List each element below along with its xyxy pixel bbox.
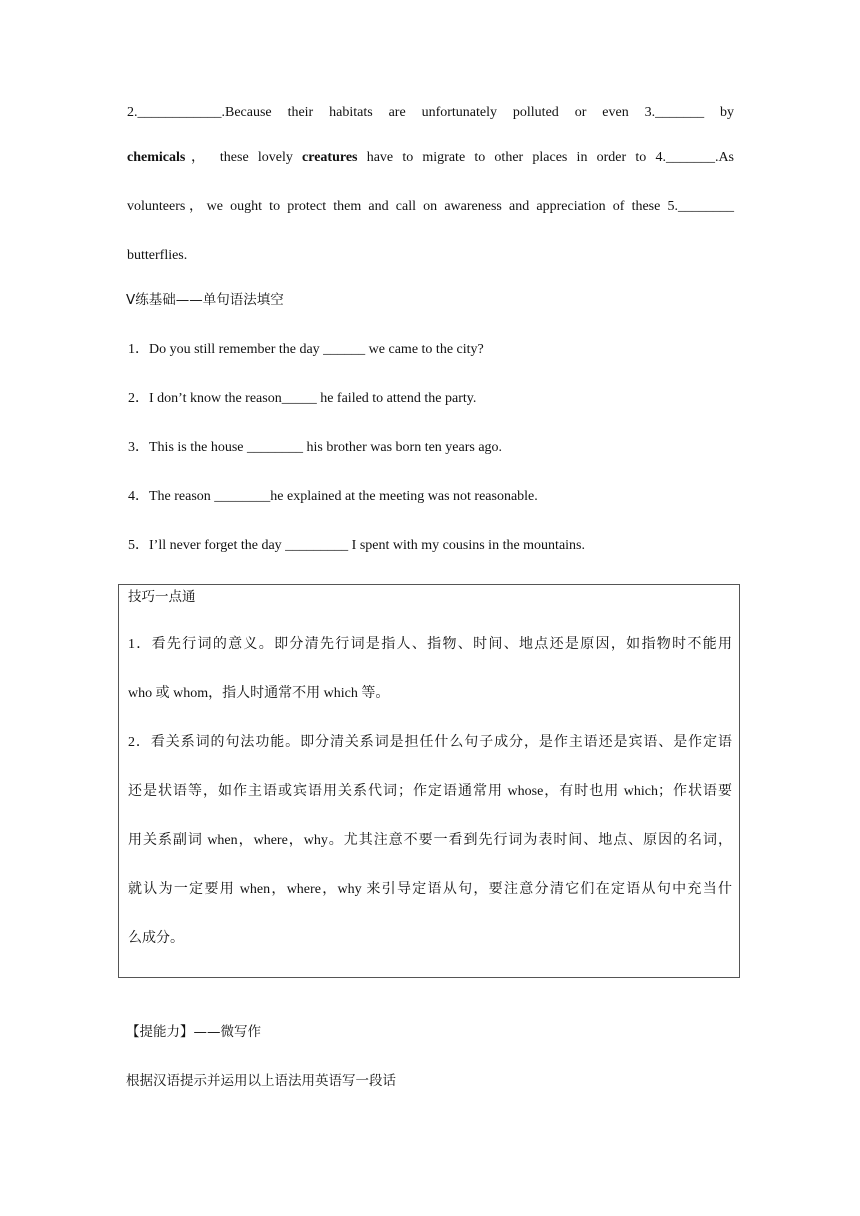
tips-line-2: who 或 whom，指人时通常不用 which 等。: [128, 686, 390, 701]
writing-instruction: 根据汉语提示并运用以上语法用英语写一段话: [126, 1073, 396, 1089]
exercise-item-1: 1．Do you still remember the day ______ we came to the city?: [128, 342, 484, 357]
tips-line-1: 1．看先行词的意义。即分清先行词是指人、指物、时间、地点还是原因，如指物时不能用: [128, 637, 732, 652]
tips-title: 技巧一点通: [128, 589, 196, 605]
tips-line-4: 还是状语等，如作主语或宾语用关系代词；作定语通常用 whose，有时也用 which；作状语要: [128, 784, 732, 799]
tips-box: [118, 584, 740, 978]
tips-line-7: 么成分。: [128, 931, 184, 946]
exercise-item-3: 3．This is the house ________ his brother was born ten years ago.: [128, 440, 503, 455]
passage-line-2: chemicals， these lovely creatures have to migrate to other places in order to 4._______.As: [127, 150, 734, 165]
writing-heading: 【提能力】——微写作: [126, 1024, 261, 1040]
tips-line-6: 就认为一定要用 when，where，why 来引导定语从句，要注意分清它们在定语从句中充当什: [128, 882, 732, 897]
passage-line-4: butterflies.: [127, 248, 188, 263]
exercise-item-4: 4．The reason ________he explained at the meeting was not reasonable.: [128, 489, 538, 504]
exercise-item-2: 2．I don’t know the reason_____ he failed to attend the party.: [128, 391, 477, 406]
passage-line-3: volunteers，we ought to protect them and call on awareness and appreciation of these 5.________: [127, 199, 734, 214]
passage-line-1: 2.____________.Because their habitats are unfortunately polluted or even 3._______ by: [127, 105, 735, 120]
tips-line-3: 2．看关系词的句法功能。即分清关系词是担任什么句子成分，是作主语还是宾语、是作定语: [128, 735, 732, 750]
bold-word-creatures: creatures: [302, 150, 358, 165]
bold-word-chemicals: chemicals: [127, 150, 186, 165]
exercise-item-5: 5．I’ll never forget the day _________ I spent with my cousins in the mountains.: [128, 538, 586, 553]
tips-line-5: 用关系副词 when，where，why。尤其注意不要一看到先行词为表时间、地点、原因的名词，: [128, 833, 732, 848]
section-heading: Ⅴ练基础——单句语法填空: [126, 292, 284, 308]
